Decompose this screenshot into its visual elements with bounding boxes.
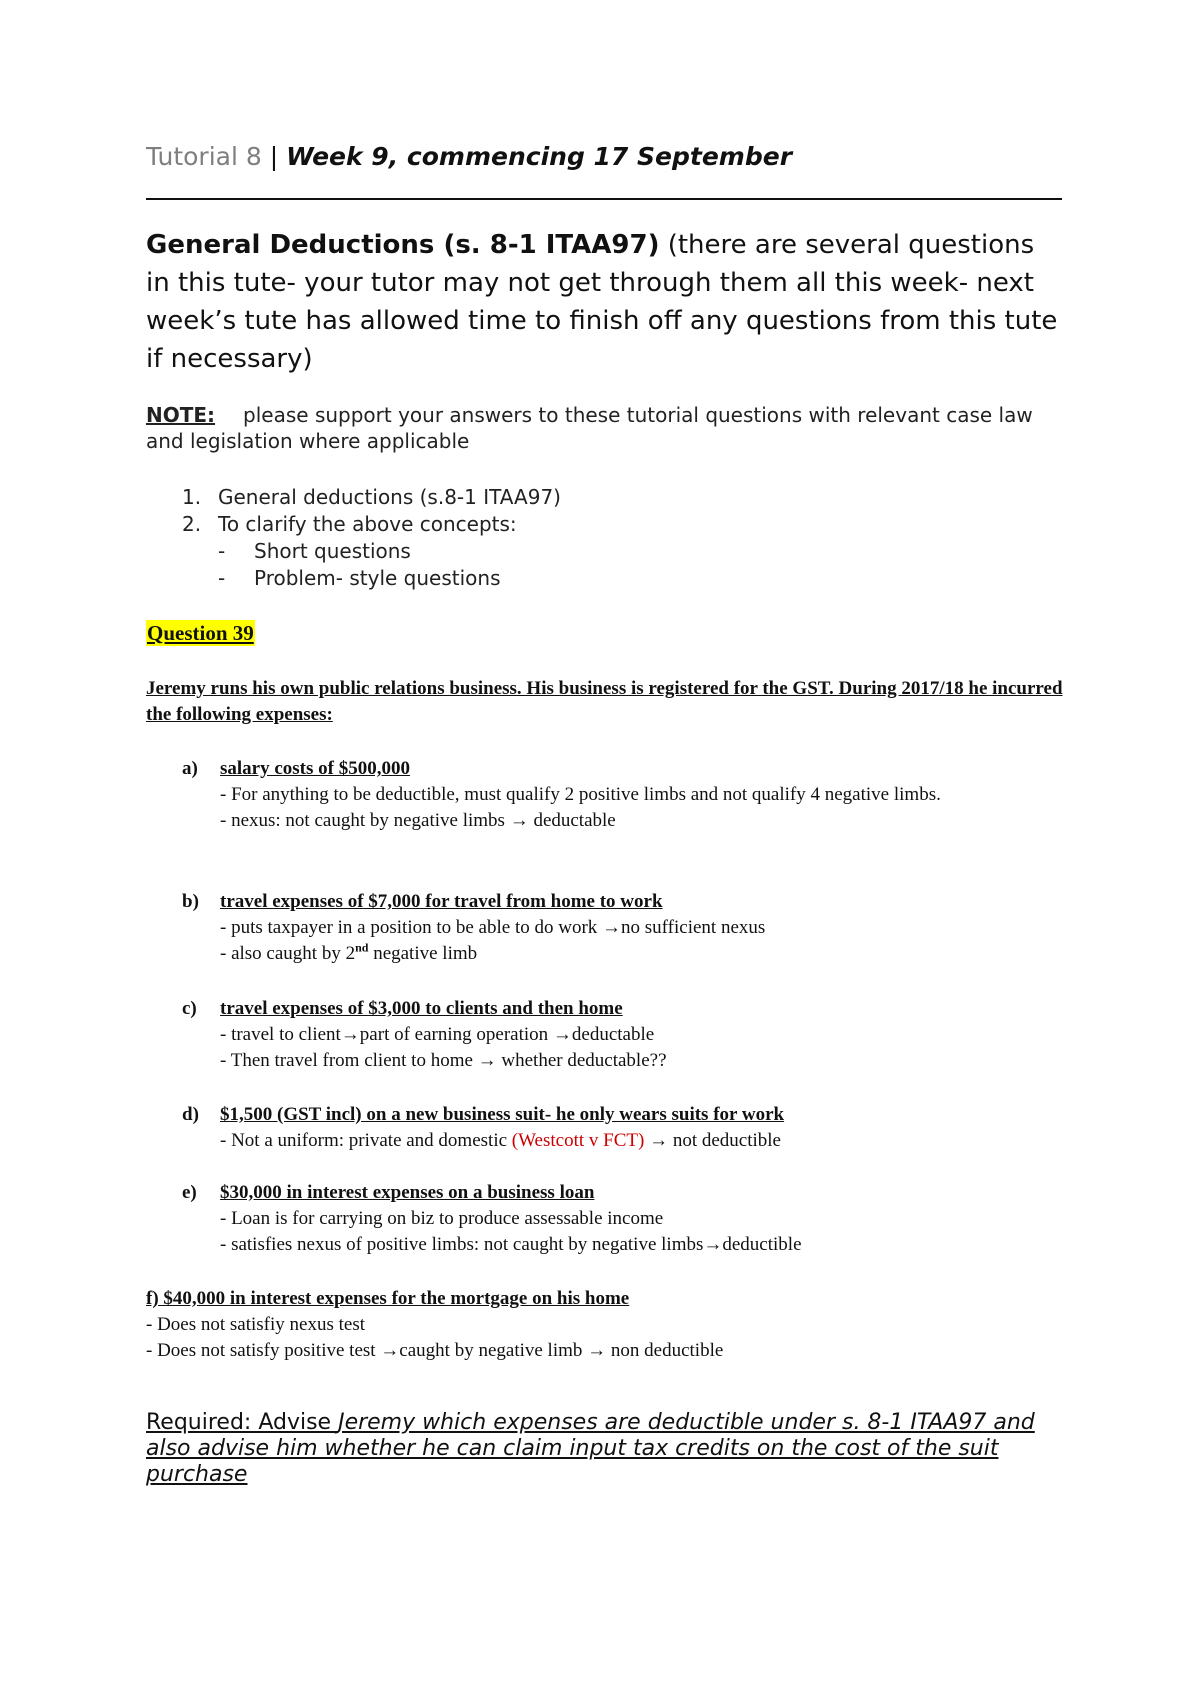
outline-dash: - xyxy=(218,566,226,590)
expense-item-f xyxy=(146,1286,1066,1364)
expense-item-d xyxy=(182,1102,1066,1154)
expense-item-e xyxy=(182,1180,1066,1258)
outline-subitem xyxy=(182,538,561,565)
expense-item-b xyxy=(182,889,1066,967)
item-note-part: negative limb xyxy=(368,943,478,964)
item-body xyxy=(220,889,1066,967)
page-title xyxy=(146,142,792,171)
question-intro: Jeremy runs his own public relations business. His business is registered for the GST. During 2017/18 he incurred the following expenses: xyxy=(146,678,1063,725)
required-label: Required: Advise xyxy=(146,1410,339,1435)
item-body xyxy=(220,1102,1066,1154)
note-label: NOTE: xyxy=(146,403,216,427)
item-note: - travel to client→part of earning operation →deductable xyxy=(220,1024,655,1045)
title-separator: | xyxy=(261,142,287,171)
expense-item-c xyxy=(182,996,1066,1074)
outline-item xyxy=(182,511,561,538)
outline-subtext: Problem- style questions xyxy=(254,566,501,590)
item-note: - Does not satisfy positive test →caught by negative limb → non deductible xyxy=(146,1340,724,1361)
outline-subitem xyxy=(182,565,561,592)
item-heading: travel expenses of $3,000 to clients and then home xyxy=(220,998,623,1019)
heading-bold: General Deductions (s. 8-1 ITAA97) xyxy=(146,230,660,260)
required-text: Jeremy which expenses are deductible under s. 8-1 ITAA97 and also advise him whether he can claim input tax credits on the cost of the suit purchase xyxy=(146,1410,1035,1487)
item-heading: $1,500 (GST incl) on a new business suit- he only wears suits for work xyxy=(220,1104,785,1125)
item-note: - satisfies nexus of positive limbs: not caught by negative limbs→deductible xyxy=(220,1234,802,1255)
outline-text: General deductions (s.8-1 ITAA97) xyxy=(218,485,561,509)
outline-list xyxy=(182,484,561,592)
item-note: - Then travel from client to home → whether deductable?? xyxy=(220,1050,667,1071)
outline-item xyxy=(182,484,561,511)
note-text: please support your answers to these tutorial questions with relevant case law and legislation where applicable xyxy=(146,403,1033,453)
title-tutorial: Tutorial 8 xyxy=(146,142,262,171)
item-body xyxy=(220,756,1066,834)
expense-item-a xyxy=(182,756,1066,834)
item-heading: travel expenses of $7,000 for travel from home to work xyxy=(220,891,663,912)
item-heading: f) $40,000 in interest expenses for the mortgage on his home xyxy=(146,1288,630,1309)
case-citation: (Westcott v FCT) xyxy=(511,1130,645,1151)
question-title: Question 39 xyxy=(147,621,254,645)
outline-number: 1. xyxy=(182,485,202,509)
item-heading: salary costs of $500,000 xyxy=(220,758,410,779)
ordinal-suffix: nd xyxy=(355,940,369,955)
item-note xyxy=(220,1128,1066,1154)
item-body xyxy=(220,1180,1066,1258)
outline-subtext: Short questions xyxy=(254,539,411,563)
outline-number: 2. xyxy=(182,512,202,536)
note-paragraph xyxy=(146,402,1066,454)
item-label: e) xyxy=(182,1182,197,1203)
item-note: - Does not satisfiy nexus test xyxy=(146,1314,366,1335)
item-body xyxy=(220,996,1066,1074)
heading-rest: (there are several questions in this tute- your tutor may not get through them all this week- next week’s tute has allowed time to finish off any questions from this tute if necessary) xyxy=(146,230,1058,374)
item-label: d) xyxy=(182,1104,199,1125)
title-divider xyxy=(146,198,1062,200)
item-note: - For anything to be deductible, must qualify 2 positive limbs and not qualify 4 negative limbs. xyxy=(220,784,941,805)
item-note-part: - also caught by 2 xyxy=(220,943,356,964)
item-note: - Loan is for carrying on biz to produce assessable income xyxy=(220,1208,664,1229)
item-heading: $30,000 in interest expenses on a business loan xyxy=(220,1182,595,1203)
item-label: a) xyxy=(182,758,198,779)
item-label: b) xyxy=(182,891,199,912)
item-label: c) xyxy=(182,998,197,1019)
section-heading xyxy=(146,226,1066,378)
required-paragraph xyxy=(146,1410,1046,1488)
title-week: Week 9, commencing 17 September xyxy=(286,142,793,171)
item-note-part: → not deductible xyxy=(644,1130,781,1151)
outline-text: To clarify the above concepts: xyxy=(218,512,517,536)
outline-dash: - xyxy=(218,539,226,563)
item-note-part: - Not a uniform: private and domestic xyxy=(220,1130,512,1151)
item-note xyxy=(220,941,1066,967)
item-note: - nexus: not caught by negative limbs → deductable xyxy=(220,810,616,831)
item-note: - puts taxpayer in a position to be able to do work →no sufficient nexus xyxy=(220,917,766,938)
